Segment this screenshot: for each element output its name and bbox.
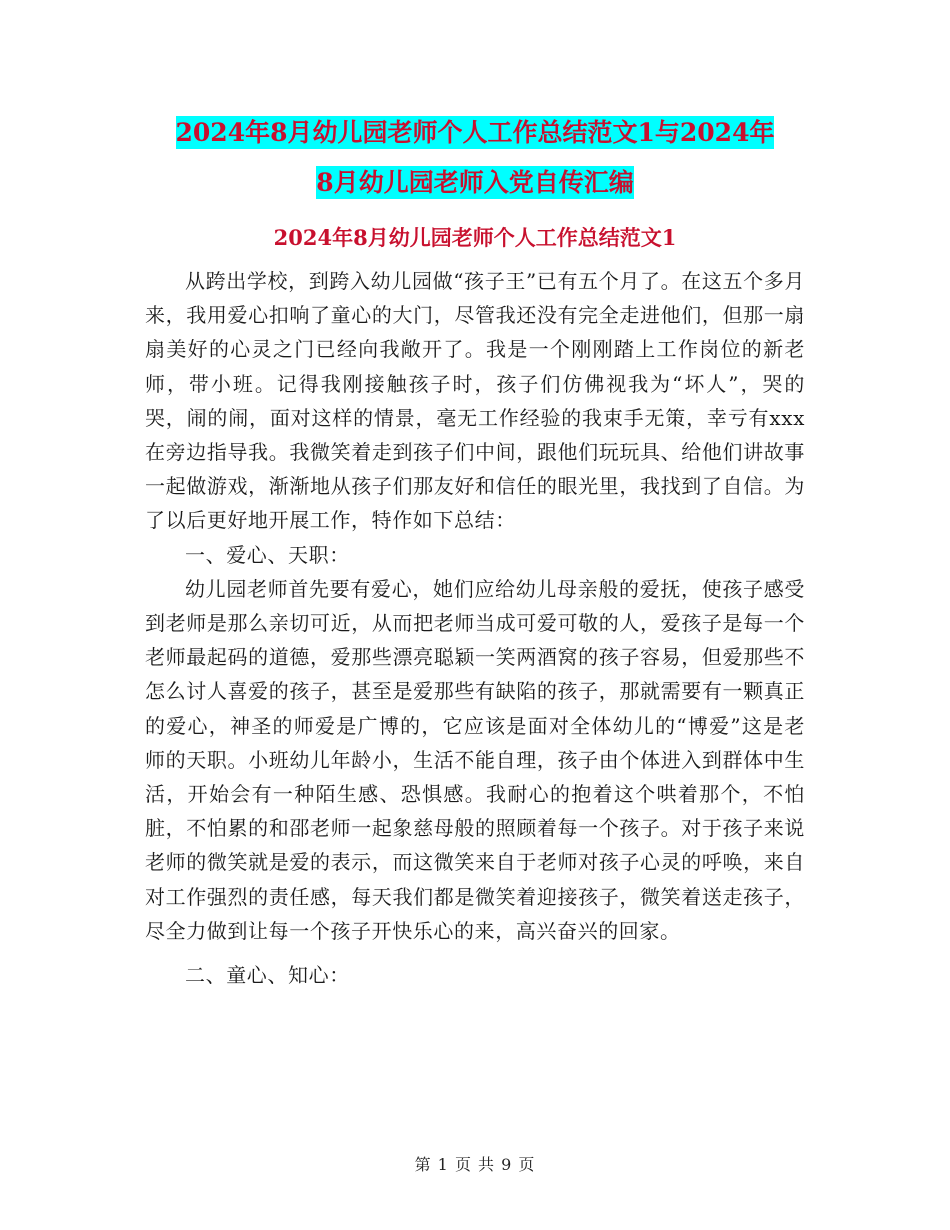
- section-heading: 2024年8月幼儿园老师个人工作总结范文1: [273, 225, 677, 250]
- title-line-2: 8月幼儿园老师入党自传汇编: [316, 168, 634, 197]
- title-line-1: 2024年8月幼儿园老师个人工作总结范文1与2024年: [175, 118, 775, 147]
- paragraph-heading-2: 二、童心、知心：: [185, 963, 350, 988]
- paragraph-intro: 从跨出学校，到跨入幼儿园做“孩子王”已有五个月了。在这五个多月来，我用爱心扣响了童心的大门，尽管我还没有完全走进他们，但那一扇扇美好的心灵之门已经向我敞开了。我是一个刚刚踏上工作岗位的新老师，带小班。记得我刚接触孩子时，孩子们仿佛视我为“坏人”，哭的哭，闹的闹，面对这样的情景，毫无工作经验的我束手无策，幸亏有xxx在旁边指导我。我微笑着走到孩子们中间，跟他们玩玩具、给他们讲故事一起做游戏，渐渐地从孩子们那友好和信任的眼光里，我找到了自信。为了以后更好地开展工作，特作如下总结：: [145, 269, 805, 533]
- paragraph-love: 幼儿园老师首先要有爱心，她们应给幼儿母亲般的爱抚，使孩子感受到老师是那么亲切可近，从而把老师当成可爱可敬的人，爱孩子是每一个老师最起码的道德，爱那些漂亮聪颖一笑两酒窝的孩子容易，但爱那些不怎么讨人喜爱的孩子，甚至是爱那些有缺陷的孩子，那就需要有一颗真正的爱心，神圣的师爱是广博的，它应该是面对全体幼儿的“博爱”这是老师的天职。小班幼儿年龄小，生活不能自理，孩子由个体进入到群体中生活，开始会有一种陌生感、恐惧感。我耐心的抱着这个哄着那个，不怕脏，不怕累的和邵老师一起象慈母般的照顾着每一个孩子。对于孩子来说老师的微笑就是爱的表示，而这微笑来自于老师对孩子心灵的呼唤，来自对工作强烈的责任感，每天我们都是微笑着迎接孩子，微笑着送走孩子，尽全力做到让每一个孩子开快乐心的来，高兴奋兴的回家。: [145, 576, 805, 943]
- document-body: [145, 264, 805, 992]
- page-footer: 第 1 页 共 9 页: [414, 1155, 536, 1174]
- paragraph-heading-1: 一、爱心、天职：: [185, 542, 350, 567]
- document-title: [0, 108, 950, 208]
